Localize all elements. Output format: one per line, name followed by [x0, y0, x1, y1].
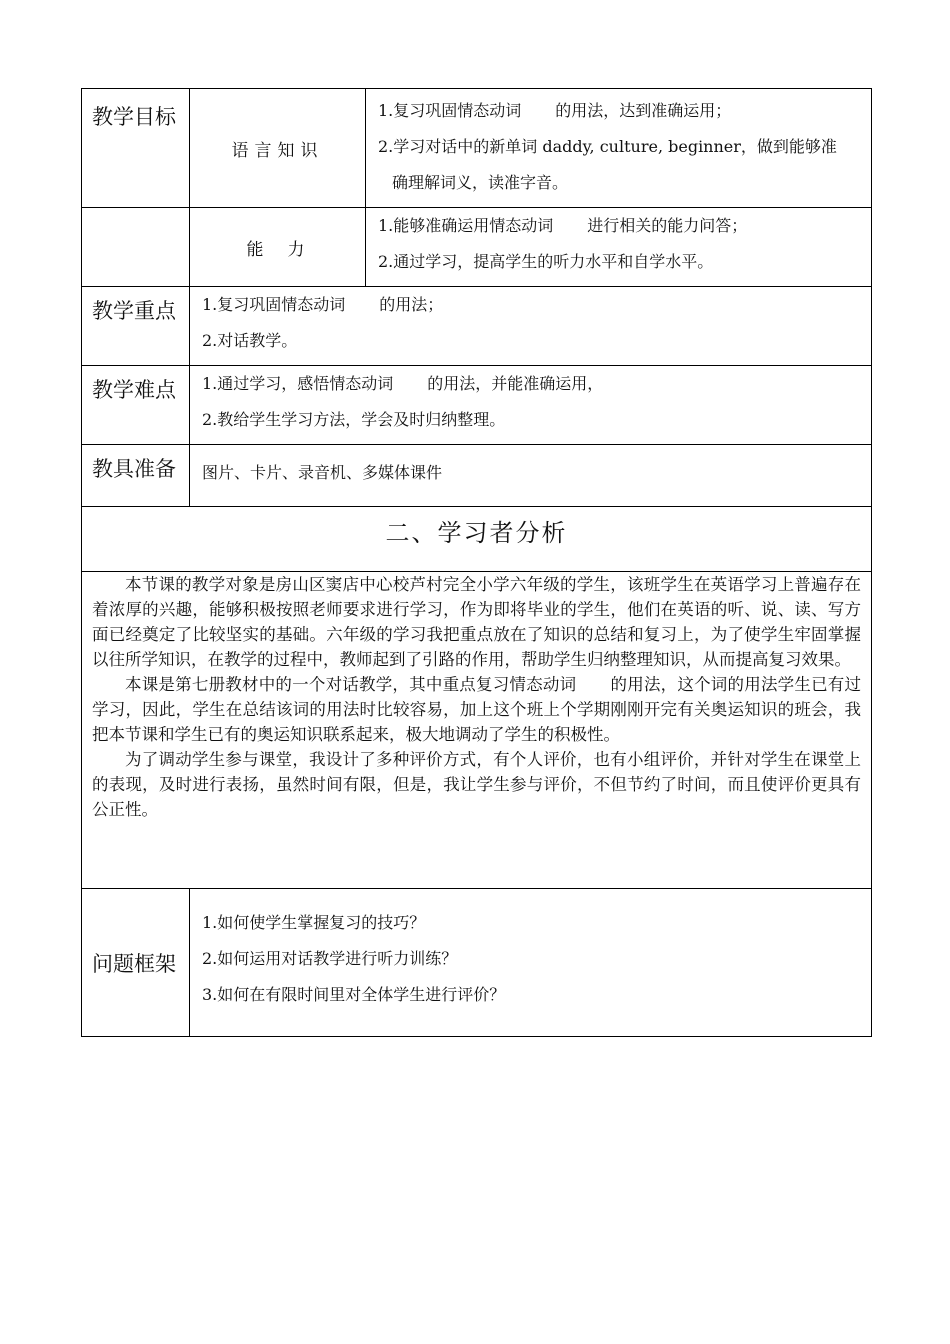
analysis-paragraph-1: 本节课的教学对象是房山区窦店中心校芦村完全小学六年级的学生，该班学生在英语学习上普遍存在着浓厚的兴趣，能够积极按照老师要求进行学习，作为即将毕业的学生，他们在英语的听、说、读、写方面已经奠定了比较坚实的基础。六年级的学习我把重点放在了知识的总结和复习上，为了使学生牢固掌握以往所学知识，在教学的过程中，教师起到了引路的作用，帮助学生归纳整理知识，从而提高复习效果。	[92, 575, 861, 669]
knowledge-items	[366, 89, 872, 208]
analysis-paragraph-2: 本课是第七册教材中的一个对话教学，其中重点复习情态动词 的用法，这个词的用法学生已有过学习，因此，学生在总结该词的用法时比较容易，加上这个班上个学期刚刚开完有关奥运知识的班会，我把本节课和学生已有的奥运知识联系起来，极大地调动了学生的积极性。	[92, 675, 862, 744]
section2-title: 二、学习者分析	[82, 507, 872, 572]
objectives-label: 教学目标	[82, 89, 190, 208]
ability-item-1: 1.能够准确运用情态动词 进行相关的能力问答；	[378, 216, 748, 235]
materials-value	[190, 445, 872, 507]
knowledge-item-2-cont: 确理解词义，读准字音。	[392, 173, 569, 192]
knowledge-item-2: 2.学习对话中的新单词 daddy, culture, beginner，做到能够准	[378, 137, 837, 156]
ability-item-2: 2.通过学习，提高学生的听力水平和自学水平。	[378, 252, 714, 271]
key-points-label: 教学重点	[82, 287, 190, 366]
difficulty-item-2: 2.教给学生学习方法，学会及时归纳整理。	[202, 410, 506, 429]
knowledge-label: 语言知识	[190, 89, 366, 208]
materials-label: 教具准备	[82, 445, 190, 507]
questions-label: 问题框架	[82, 889, 190, 1037]
lesson-plan-document	[81, 88, 871, 1037]
question-item-2: 2.如何运用对话教学进行听力训练？	[202, 949, 458, 968]
difficulties-items	[190, 366, 872, 445]
learner-analysis	[82, 572, 872, 889]
difficulty-item-1: 1.通过学习，感悟情态动词 的用法，并能准确运用，	[202, 374, 604, 393]
materials-text: 图片、卡片、录音机、多媒体课件	[202, 463, 443, 482]
knowledge-item-1: 1.复习巩固情态动词 的用法，达到准确运用；	[378, 101, 732, 120]
difficulties-label: 教学难点	[82, 366, 190, 445]
key-point-item-2: 2.对话教学。	[202, 331, 298, 350]
key-point-item-1: 1.复习巩固情态动词 的用法；	[202, 295, 444, 314]
key-points-items	[190, 287, 872, 366]
ability-items	[366, 208, 872, 287]
question-item-1: 1.如何使学生掌握复习的技巧？	[202, 913, 426, 932]
question-item-3: 3.如何在有限时间里对全体学生进行评价？	[202, 985, 506, 1004]
questions-items	[190, 889, 872, 1037]
ability-label: 能力	[190, 208, 366, 287]
lesson-plan-table	[81, 88, 872, 1037]
objectives-label-cont	[82, 208, 190, 287]
analysis-paragraph-3: 为了调动学生参与课堂，我设计了多种评价方式，有个人评价，也有小组评价，并针对学生在课堂上的表现，及时进行表扬，虽然时间有限，但是，我让学生参与评价，不但节约了时间，而且使评价更具有公正性。	[92, 750, 861, 819]
